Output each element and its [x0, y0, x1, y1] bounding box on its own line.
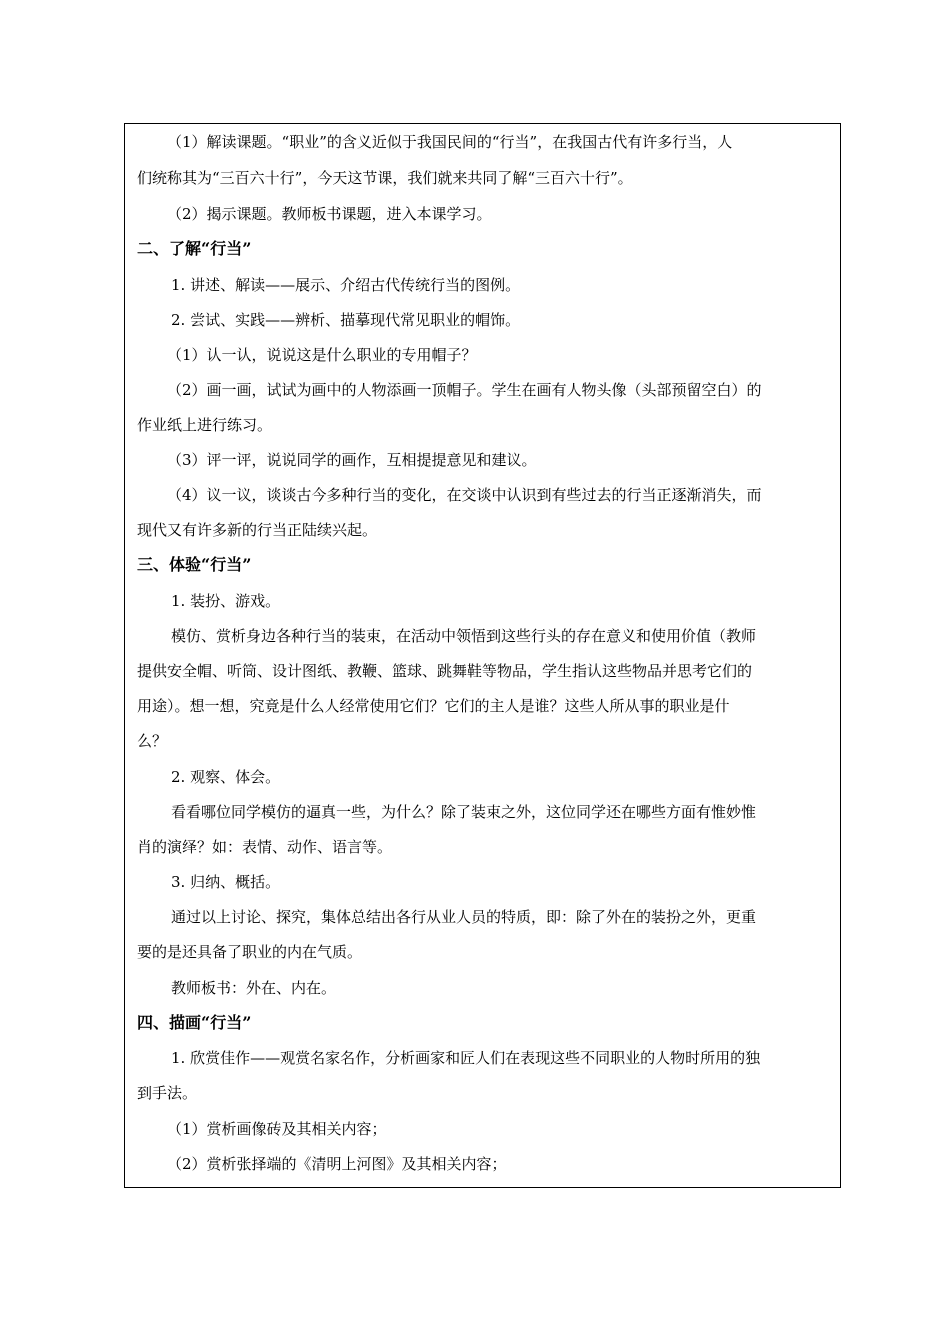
section-heading: 四、描画“行当” — [137, 1013, 252, 1032]
text-line: 1. 欣赏佳作——观赏名家名作，分析画家和匠人们在表现这些不同职业的人物时所用的独 — [171, 1049, 761, 1067]
text-line: 1. 装扮、游戏。 — [171, 592, 281, 610]
text-line: 提供安全帽、听筒、设计图纸、教鞭、篮球、跳舞鞋等物品，学生指认这些物品并思考它们的 — [137, 662, 753, 680]
text-line: 教师板书：外在、内在。 — [171, 979, 337, 997]
text-line: 用途）。想一想，究竟是什么人经常使用它们？它们的主人是谁？这些人所从事的职业是什 — [137, 697, 730, 715]
text-line: 要的是还具备了职业的内在气质。 — [137, 943, 363, 961]
text-line: 模仿、赏析身边各种行当的装束，在活动中领悟到这些行头的存在意义和使用价值（教师 — [171, 627, 757, 645]
text-line: 到手法。 — [137, 1084, 198, 1102]
text-line: 们统称其为“三百六十行”，今天这节课，我们就来共同了解“三百六十行”。 — [137, 169, 633, 187]
text-line: 作业纸上进行练习。 — [137, 416, 273, 434]
text-line: （2）画一画，试试为画中的人物添画一顶帽子。学生在画有人物头像（头部预留空白）的 — [167, 381, 762, 399]
text-line: 2. 尝试、实践——辨析、描摹现代常见职业的帽饰。 — [171, 311, 521, 329]
text-line: 通过以上讨论、探究，集体总结出各行从业人员的特质，即：除了外在的装扮之外，更重 — [171, 908, 757, 926]
text-line: 2. 观察、体会。 — [171, 768, 281, 786]
section-heading: 三、体验“行当” — [137, 555, 252, 574]
text-line: （3）评一评，说说同学的画作，互相提提意见和建议。 — [167, 451, 537, 469]
text-line: （1）解读课题。“职业”的含义近似于我国民间的“行当”，在我国古代有许多行当，人 — [167, 133, 733, 151]
text-line: （1）认一认，说说这是什么职业的专用帽子？ — [167, 346, 477, 364]
text-line: 3. 归纳、概括。 — [171, 873, 281, 891]
text-line: 1. 讲述、解读——展示、介绍古代传统行当的图例。 — [171, 276, 521, 294]
text-line: （1）赏析画像砖及其相关内容； — [167, 1120, 387, 1138]
text-line: （4）议一议，谈谈古今多种行当的变化，在交谈中认识到有些过去的行当正逐渐消失，而 — [167, 486, 762, 504]
section-heading: 二、了解“行当” — [137, 239, 252, 258]
text-line: （2）赏析张择端的《清明上河图》及其相关内容； — [167, 1155, 507, 1173]
text-line: 么？ — [137, 732, 168, 750]
text-line: 现代又有许多新的行当正陆续兴起。 — [137, 521, 378, 539]
text-line: 肖的演绎？如：表情、动作、语言等。 — [137, 838, 393, 856]
text-line: 看看哪位同学模仿的逼真一些，为什么？除了装束之外，这位同学还在哪些方面有惟妙惟 — [171, 803, 757, 821]
text-line: （2）揭示课题。教师板书课题，进入本课学习。 — [167, 205, 492, 223]
document-table-cell — [124, 123, 841, 1188]
